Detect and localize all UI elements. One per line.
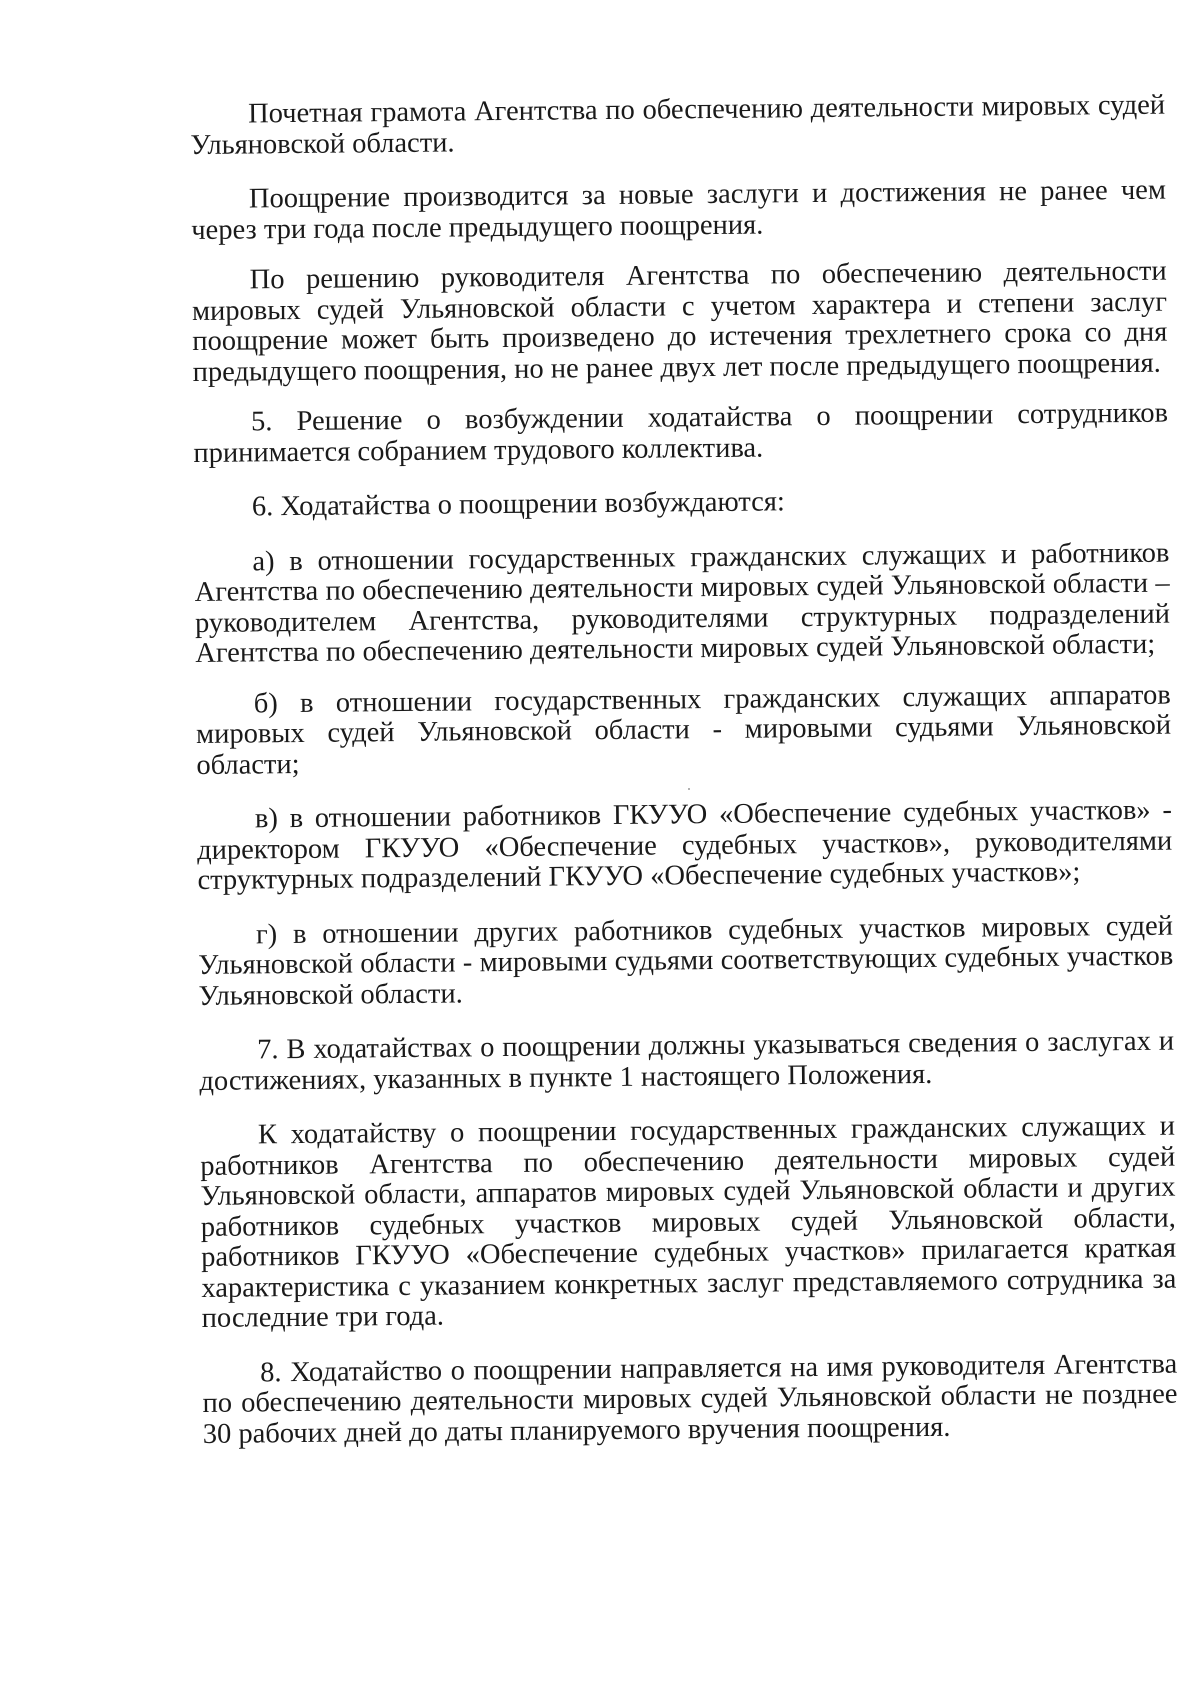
paragraph-item-6b: б) в отношении государственных гражданских служащих аппаратов мировых судей Ульяновской области - мировыми судьями Ульяновской области;: [195, 679, 1172, 781]
paragraph-award-certificate: Почетная грамота Агентства по обеспечению деятельности мировых судей Ульяновской области.: [190, 89, 1166, 161]
paragraph-award-interval: Поощрение производится за новые заслуги и достижения не ранее чем через три года после предыдущего поощрения.: [191, 174, 1167, 246]
paragraph-item-6: 6. Ходатайства о поощрении возбуждаются:: [251, 486, 785, 523]
paragraph-item-5: 5. Решение о возбуждении ходатайства о поощрении сотрудников принимается собранием трудового коллектива.: [193, 397, 1169, 469]
document-body: [190, 91, 1178, 1450]
paragraph-item-8: 8. Ходатайство о поощрении направляется на имя руководителя Агентства по обеспечению деятельности мировых судей Ульяновской области не позднее 30 рабочих дней до даты планируемого вручения поощрения.: [202, 1348, 1178, 1450]
paragraph-item-7: 7. В ходатайствах о поощрении должны указываться сведения о заслугах и достижениях, указанных в пункте 1 настоящего Положения.: [199, 1025, 1175, 1097]
paragraph-item-6g: г) в отношении других работников судебных участков мировых судей Ульяновской области - мировыми судьями соответствующих судебных участков Ульяновской области.: [198, 910, 1174, 1012]
paragraph-characteristic: К ходатайству о поощрении государственных гражданских служащих и работников Агентства по обеспечению деятельности мировых судей Ульяновской области, аппаратов мировых судей Ульяновской области и других работников судебных участков мировых судей Ульяновской области, работников ГКУУО «Обеспечение судебных участков» прилагается краткая характеристика с указанием конкретных заслуг представляемого сотрудника за последние три года.: [200, 1110, 1177, 1334]
paragraph-item-6v: в) в отношении работников ГКУУО «Обеспечение судебных участков» - директором ГКУУО «Обеспечение судебных участков», руководителями структурных подразделений ГКУУО «Обеспечение судебных участков»;: [197, 794, 1173, 896]
scan-speck: [688, 788, 690, 790]
paragraph-item-6a: а) в отношении государственных гражданских служащих и работников Агентства по обеспечению деятельности мировых судей Ульяновской области – руководителем Агентства, руководителями структурных подразделений Агентства по обеспечению деятельности мировых судей Ульяновской области;: [194, 537, 1171, 669]
paragraph-early-award: По решению руководителя Агентства по обеспечению деятельности мировых судей Ульяновской области с учетом характера и степени заслуг поощрение может быть произведено до истечения трехлетнего срока со дня предыдущего поощрения, но не ранее двух лет после предыдущего поощрения.: [191, 255, 1168, 388]
